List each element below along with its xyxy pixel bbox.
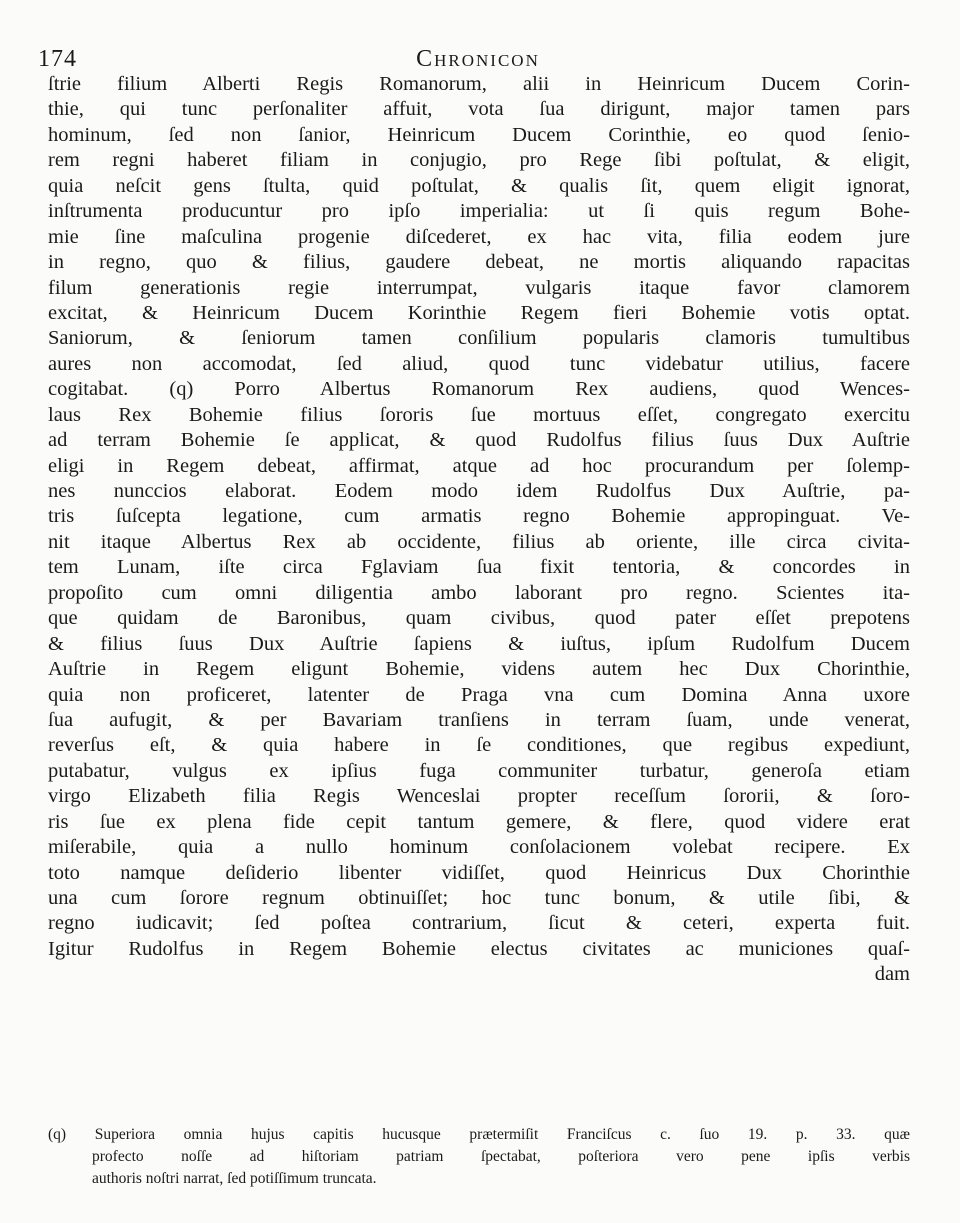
page-number: 174: [38, 46, 77, 72]
text-line: hominum, ſed non ſanior, Heinricum Ducem Corinthie, eo quod ſenio-: [48, 123, 910, 146]
text-line: Auſtrie in Regem eligunt Bohemie, videns autem hec Dux Chorinthie,: [48, 658, 910, 681]
text-line: & filius ſuus Dux Auſtrie ſapiens & iuſtus, ipſum Rudolfum Ducem: [48, 632, 910, 655]
text-line: miſerabile, quia a nullo hominum conſolacionem volebat recipere. Ex: [48, 836, 910, 859]
text-line: toto namque deſiderio libenter vidiſſet, quod Heinricus Dux Chorinthie: [48, 861, 910, 884]
text-line: que quidam de Baronibus, quam civibus, quod pater eſſet prepotens: [48, 607, 910, 630]
text-line: reverſus eſt, & quia habere in ſe conditiones, que regibus expediunt,: [48, 734, 910, 757]
text-line: mie ſine maſculina progenie diſcederet, ex hac vita, filia eodem jure: [48, 225, 910, 248]
text-line: in regno, quo & filius, gaudere debeat, ne mortis aliquando rapacitas: [48, 251, 910, 274]
text-line: aures non accomodat, ſed aliud, quod tunc videbatur utilius, facere: [48, 352, 910, 375]
text-line: nes nunccios elaborat. Eodem modo idem Rudolfus Dux Auſtrie, pa-: [48, 480, 910, 502]
text-line: ris ſue ex plena fide cepit tantum gemere, & flere, quod videre erat: [48, 810, 910, 833]
footnote-block: [48, 1124, 910, 1190]
text-line: inſtrumenta producuntur pro ipſo imperialia: ut ſi quis regum Bohe-: [48, 200, 910, 223]
text-line: quia non proficeret, latenter de Praga vna cum Domina Anna uxore: [48, 683, 910, 706]
text-line: ſtrie filium Alberti Regis Romanorum, alii in Heinricum Ducem Corin-: [48, 73, 910, 95]
text-line: ad terram Bohemie ſe applicat, & quod Rudolfus filius ſuus Dux Auſtrie: [48, 429, 910, 452]
text-line: putabatur, vulgus ex ipſius fuga communiter turbatur, generoſa etiam: [48, 759, 910, 782]
text-line: cogitabat. (q) Porro Albertus Romanorum Rex audiens, quod Wences-: [48, 378, 910, 401]
text-line: tem Lunam, iſte circa Fglaviam ſua fixit tentoria, & concordes in: [48, 556, 910, 579]
text-line: regno iudicavit; ſed poſtea contrarium, ſicut & ceteri, experta fuit.: [48, 912, 910, 935]
text-line: Saniorum, & ſeniorum tamen conſilium popularis clamoris tumultibus: [48, 327, 910, 350]
text-line: virgo Elizabeth filia Regis Wenceslai propter receſſum ſororii, & ſoro-: [48, 785, 910, 808]
footnote-line: profecto noſſe ad hiſtoriam patriam ſpectabat, poſteriora vero pene ipſis verbis: [92, 1148, 910, 1165]
catchword: dam: [874, 963, 910, 986]
running-title: Chronicon: [416, 46, 540, 72]
text-line: filum generationis regie interrumpat, vulgaris itaque favor clamorem: [48, 276, 910, 299]
text-line: excitat, & Heinricum Ducem Korinthie Regem fieri Bohemie votis optat.: [48, 301, 910, 324]
footnote-line: authoris noſtri narrat, ſed potiſſimum truncata.: [92, 1170, 377, 1187]
text-line: nit itaque Albertus Rex ab occidente, filius ab oriente, ille circa civita-: [48, 530, 910, 553]
main-text-block: [48, 72, 910, 988]
text-line: ſua aufugit, & per Bavariam tranſiens in terram ſuam, unde venerat,: [48, 708, 910, 731]
text-line: laus Rex Bohemie filius ſororis ſue mortuus eſſet, congregato exercitu: [48, 403, 910, 426]
text-line: Igitur Rudolfus in Regem Bohemie electus civitates ac municiones quaſ-: [48, 937, 910, 960]
text-line: una cum ſorore regnum obtinuiſſet; hoc tunc bonum, & utile ſibi, &: [48, 887, 910, 909]
text-line: thie, qui tunc perſonaliter affuit, vota ſua dirigunt, major tamen pars: [48, 98, 910, 121]
text-line: rem regni haberet filiam in conjugio, pro Rege ſibi poſtulat, & eligit,: [48, 149, 910, 172]
text-line: eligi in Regem debeat, affirmat, atque ad hoc procurandum per ſolemp-: [48, 454, 910, 477]
text-line: quia neſcit gens ſtulta, quid poſtulat, & qualis ſit, quem eligit ignorat,: [48, 174, 910, 197]
text-line: propoſito cum omni diligentia ambo laborant pro regno. Scientes ita-: [48, 581, 910, 604]
text-line: tris ſuſcepta legatione, cum armatis regno Bohemie appropinguat. Ve-: [48, 505, 910, 528]
footnote-line: (q) Superiora omnia hujus capitis hucusque prætermiſit Franciſcus c. ſuo 19. p. 33. quæ: [48, 1126, 910, 1143]
